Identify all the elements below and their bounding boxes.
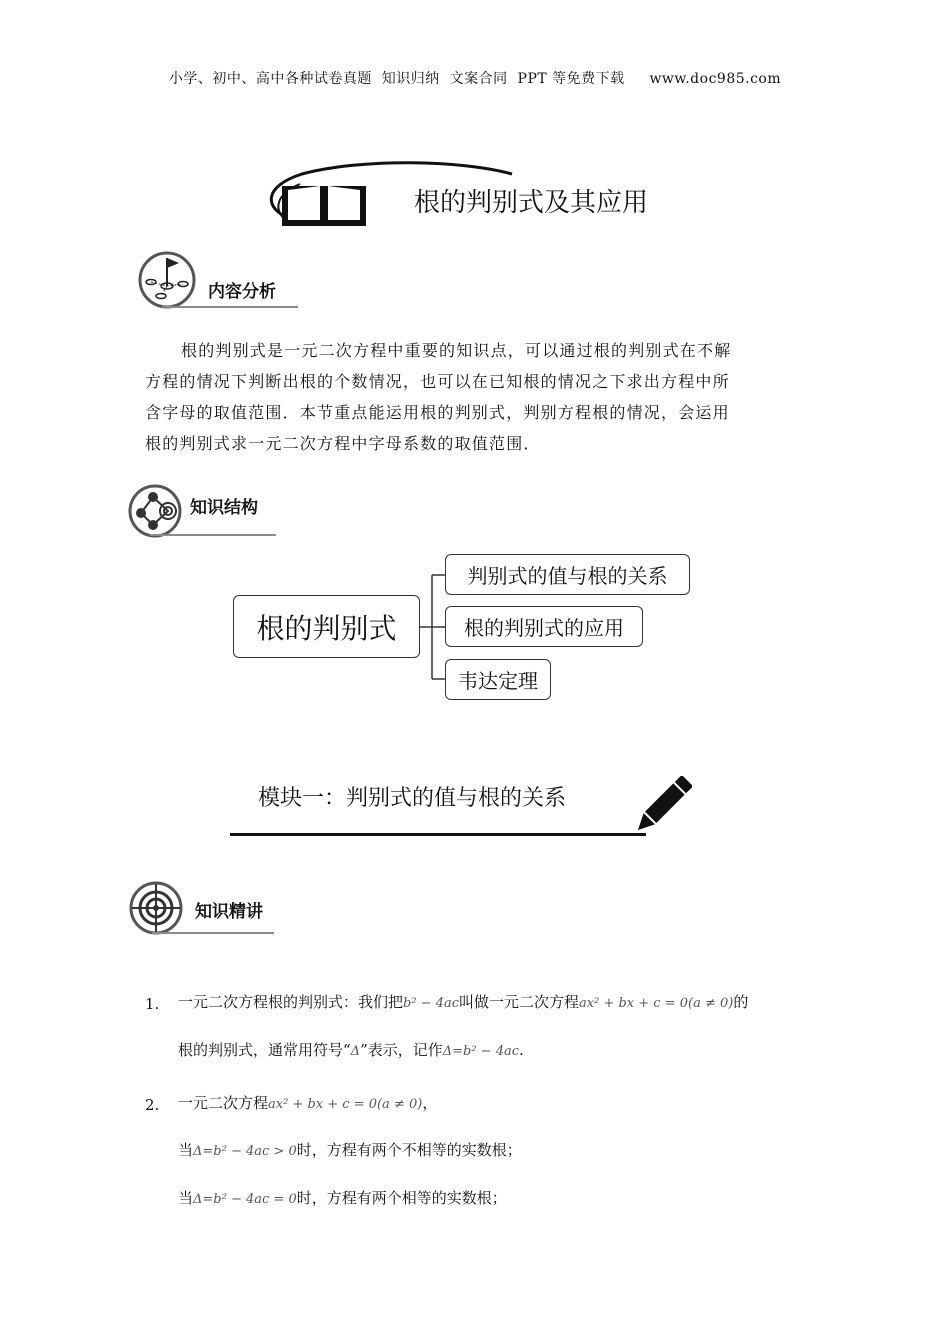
text: 时，方程有两个相等的实数根；: [296, 1189, 507, 1207]
intro-paragraph: [145, 335, 809, 459]
math-expression: b² − 4ac: [403, 996, 460, 1011]
text: 叫做一元二次方程: [459, 993, 580, 1011]
text: 一元二次方程根的判别式：我们把: [178, 993, 404, 1011]
text: 的: [733, 993, 749, 1011]
item-2-case-2: [178, 1187, 507, 1208]
mindmap-branch: 根的判别式的应用: [445, 606, 643, 647]
item-number: 2.: [145, 1096, 160, 1114]
item-1-line-2: [178, 1039, 524, 1060]
network-icon: [127, 483, 187, 539]
section-content-analysis: 内容分析: [208, 282, 276, 302]
target-flag-icon: [137, 250, 197, 310]
text: 当: [178, 1141, 194, 1159]
pencil-icon: [632, 776, 692, 838]
mindmap-branch: 判别式的值与根的关系: [445, 554, 690, 595]
intro-line: 含字母的取值范围．本节重点能运用根的判别式，判别方程根的情况，会运用: [145, 403, 730, 422]
section-underline: [162, 306, 298, 308]
module-underline: [230, 833, 646, 836]
text: ”表示，记作: [360, 1041, 443, 1059]
math-expression: ax² + bx + c = 0(a ≠ 0): [268, 1097, 423, 1112]
intro-line: 根的判别式求一元二次方程中字母系数的取值范围．: [145, 434, 541, 453]
text: 一元二次方程: [178, 1094, 269, 1112]
intro-line: 根的判别式是一元二次方程中重要的知识点，可以通过根的判别式在不解: [181, 341, 732, 360]
item-2-line-1: [178, 1092, 437, 1113]
item-2-case-1: [178, 1139, 522, 1160]
item-1-line-1: [178, 991, 748, 1012]
math-symbol: Δ: [350, 1044, 361, 1059]
text: 当: [178, 1189, 194, 1207]
mindmap-branch: 韦达定理: [445, 659, 551, 700]
page-title: 根的判别式及其应用: [414, 188, 649, 218]
text: ，: [422, 1094, 438, 1112]
mindmap-connectors: [418, 570, 448, 682]
section-knowledge-explained: 知识精讲: [195, 902, 263, 922]
math-expression: ax² + bx + c = 0(a ≠ 0): [579, 996, 734, 1011]
math-expression: Δ=b² − 4ac = 0: [193, 1192, 297, 1207]
mindmap-root: 根的判别式: [233, 595, 420, 658]
module-title: 模块一：判别式的值与根的关系: [258, 786, 567, 811]
intro-line: 方程的情况下判断出根的个数情况，也可以在已知根的情况之下求出方程中所: [145, 372, 730, 391]
section-underline: [150, 534, 276, 536]
item-number: 1.: [145, 995, 160, 1013]
math-expression: Δ=b² − 4ac > 0: [193, 1144, 297, 1159]
text: 时，方程有两个不相等的实数根；: [296, 1141, 522, 1159]
page-header: 小学、初中、高中各种试卷真题 知识归纳 文案合同 PPT 等免费下载 www.doc985.com: [168, 71, 782, 87]
text: .: [519, 1041, 524, 1059]
math-expression: Δ=b² − 4ac: [442, 1044, 520, 1059]
section-knowledge-structure: 知识结构: [190, 498, 258, 518]
section-underline: [152, 932, 274, 934]
text: 根的判别式，通常用符号“: [178, 1041, 351, 1059]
bullseye-icon: [128, 880, 188, 936]
